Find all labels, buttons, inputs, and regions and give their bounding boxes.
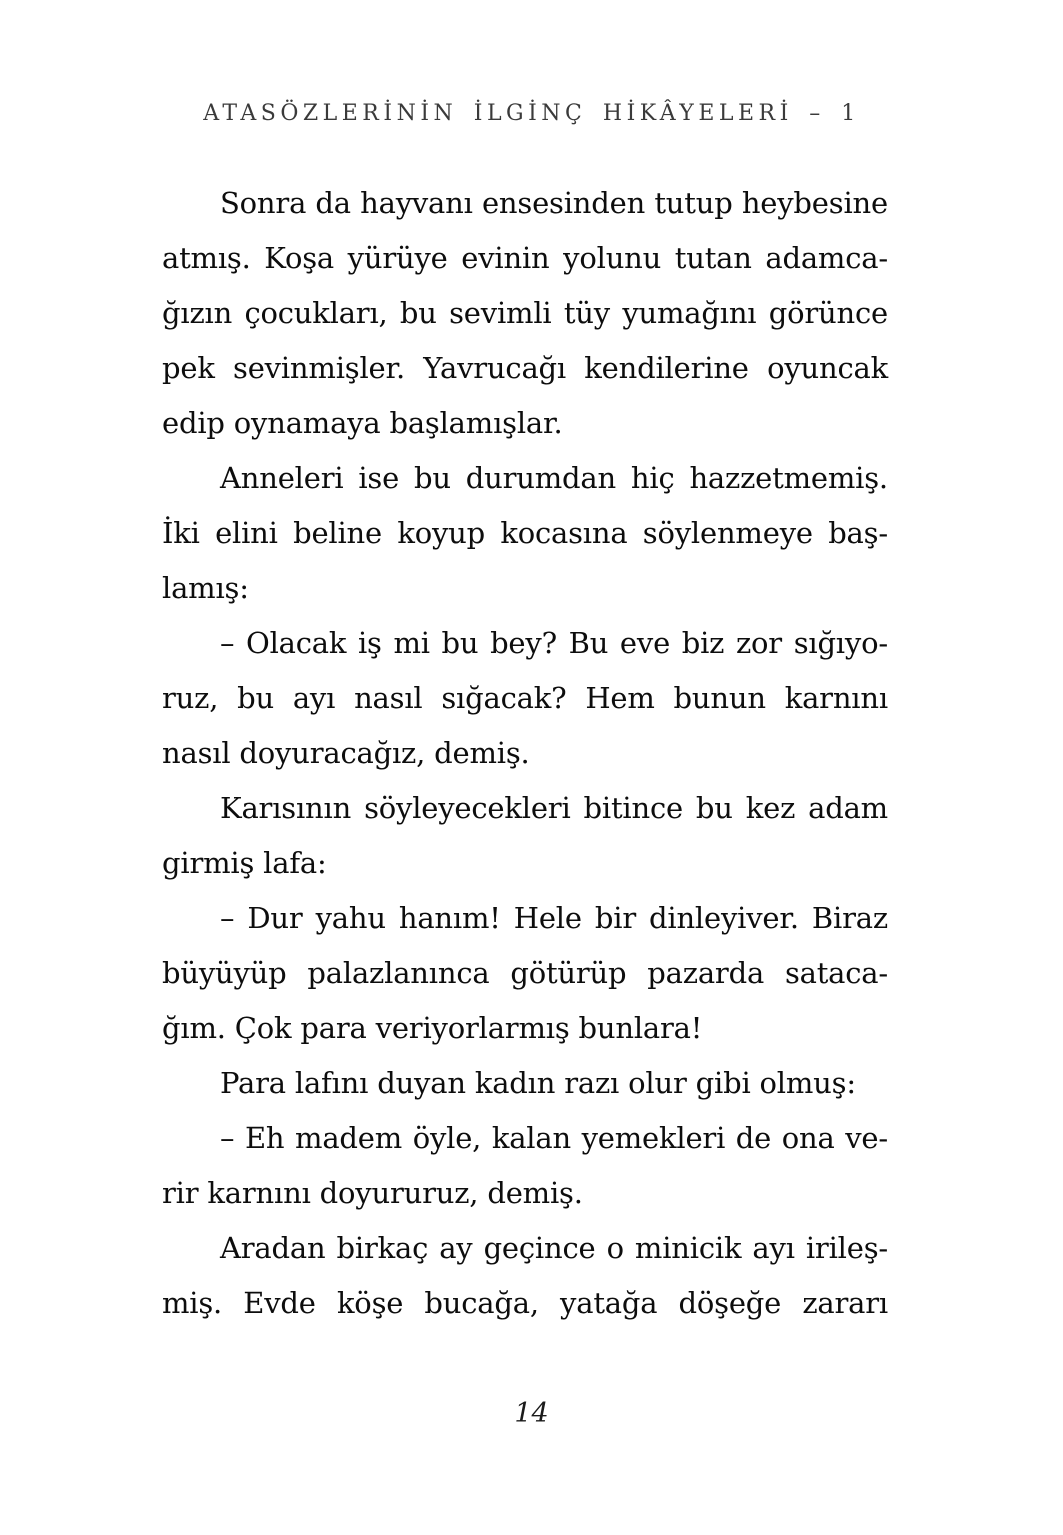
text-line: Sonra da hayvanı ensesinden tutup heybesine: [220, 186, 888, 220]
text-line: ğızın çocukları, bu sevimli tüy yumağını görünce: [162, 296, 888, 330]
text-line: ğım. Çok para veriyorlarmış bunlara!: [162, 1011, 703, 1045]
text-line: Aradan birkaç ay geçince o minicik ayı irileş-: [220, 1231, 888, 1265]
text-line: büyüyüp palazlanınca götürüp pazarda sataca-: [162, 956, 888, 990]
text-line: Para lafını duyan kadın razı olur gibi olmuş:: [220, 1066, 856, 1100]
text-line: Anneleri ise bu durumdan hiç hazzetmemiş.: [220, 461, 888, 495]
running-header-title: ATASÖZLERİNİN İLGİNÇ HİKÂYELERİ – 1: [203, 101, 860, 126]
text-line: girmiş lafa:: [162, 846, 327, 880]
text-line: – Dur yahu hanım! Hele bir dinleyiver. Biraz: [220, 901, 888, 935]
body-text-block: [162, 176, 888, 1331]
text-line: nasıl doyuracağız, demiş.: [162, 736, 530, 770]
text-line: atmış. Koşa yürüye evinin yolunu tutan adamca-: [162, 241, 888, 275]
text-line: rir karnını doyururuz, demiş.: [162, 1176, 583, 1210]
text-line: Karısının söyleyecekleri bitince bu kez adam: [220, 791, 888, 825]
text-line: – Eh madem öyle, kalan yemekleri de ona ve-: [220, 1121, 888, 1155]
text-line: pek sevinmişler. Yavrucağı kendilerine oyuncak: [162, 351, 888, 385]
text-line: edip oynamaya başlamışlar.: [162, 406, 563, 440]
text-line: İki elini beline koyup kocasına söylenmeye baş-: [162, 516, 888, 550]
page-number: 14: [514, 1398, 549, 1429]
text-line: ruz, bu ayı nasıl sığacak? Hem bunun karnını: [162, 681, 888, 715]
text-line: miş. Evde köşe bucağa, yatağa döşeğe zararı: [162, 1286, 888, 1320]
text-line: lamış:: [162, 571, 249, 605]
text-line: – Olacak iş mi bu bey? Bu eve biz zor sığıyo-: [220, 626, 888, 660]
